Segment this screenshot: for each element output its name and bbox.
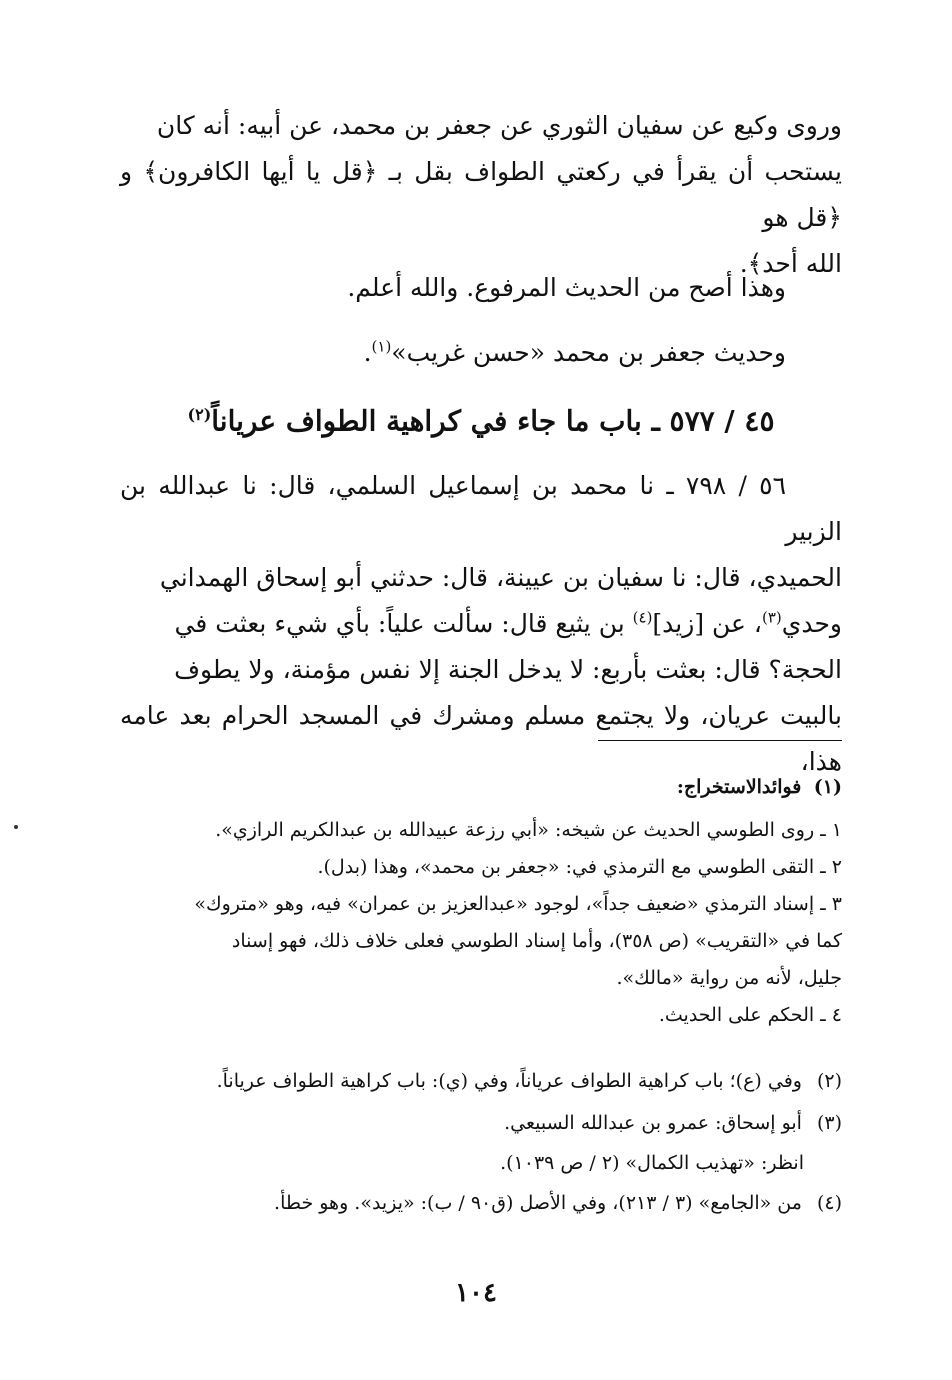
footnote-number: (٤) — [816, 1192, 842, 1214]
scan-speck — [14, 825, 18, 829]
paragraph-waki-narration — [120, 103, 842, 287]
footnote-number: (٣) — [816, 1112, 842, 1134]
grade-text: وحديث جعفر بن محمد «حسن غريب» — [391, 338, 786, 367]
text-line — [120, 601, 842, 647]
paragraph-hadith-798 — [120, 463, 842, 785]
footnote-number: (٢) — [816, 1070, 842, 1092]
text-line: الحجة؟ قال: بعثت بأربع: لا يدخل الجنة إلا نفس مؤمنة، ولا يطوف — [174, 655, 842, 684]
text-fragment: ، عن [زيد] — [652, 609, 762, 638]
footnote-item: ٣ ـ إسناد الترمذي «ضعيف جداً»، لوجود «عبدالعزيز بن عمران» فيه، وهو «متروك» — [194, 893, 842, 915]
footnote-1-body — [142, 812, 842, 1034]
footnote-number: (١) — [813, 776, 842, 798]
paragraph-hadith-grade — [180, 330, 786, 376]
footnote-ref-1[interactable]: (١) — [371, 337, 392, 356]
footnote-item: جليل، لأنه من رواية «مالك». — [616, 967, 842, 989]
text-line — [120, 463, 842, 555]
text-line: بالبيت عريان، ولا يجتمع مسلم ومشرك في المسجد الحرام بعد عامه هذا، — [120, 701, 842, 776]
chapter-heading-text: ٤٥ / ٥٧٧ ـ باب ما جاء في كراهية الطواف عرياناً — [211, 404, 775, 438]
text-line: وروى وكيع عن سفيان الثوري عن جعفر بن محمد، عن أبيه: أنه كان — [156, 111, 842, 140]
text-fragment: وحدي — [781, 609, 842, 638]
period: . — [363, 338, 372, 367]
footnote-title: فوائدالاستخراج: — [676, 776, 802, 798]
footnote-separator — [598, 740, 842, 741]
text-line: الحميدي، قال: نا سفيان بن عيينة، قال: حدثني أبو إسحاق الهمداني — [159, 563, 842, 592]
text-line: يستحب أن يقرأ في ركعتي الطواف بقل بـ ﴿قل يا أيها الكافرون﴾ و ﴿قل هو — [120, 157, 842, 232]
text-fragment: بن يثيع قال: سألت علياً: بأي شيء بعثت في — [174, 609, 633, 638]
footnote-3-continued: انظر: «تهذيب الكمال» (٢ / ص ١٠٣٩). — [500, 1152, 804, 1174]
footnote-text: وفي (ع)؛ باب كراهية الطواف عرياناً، وفي (ي): باب كراهية الطواف عرياناً. — [216, 1070, 802, 1092]
page-number: ١٠٤ — [455, 1278, 497, 1308]
footnote-text: من «الجامع» (٣ / ٢١٣)، وفي الأصل (ق٩٠ / ب): «يزيد». وهو خطأ. — [274, 1192, 802, 1214]
text-line: الله أحد﴾. — [739, 249, 842, 278]
footnote-1-heading — [120, 770, 842, 804]
footnote-ref-2[interactable]: (٢) — [187, 405, 212, 424]
footnote-item: كما في «التقريب» (ص ٣٥٨)، وأما إسناد الطوسي فعلى خلاف ذلك، فهو إسناد — [231, 930, 842, 952]
chapter-heading — [120, 392, 842, 444]
footnote-item: ١ ـ روى الطوسي الحديث عن شيخه: «أبي رزعة عبيدالله بن عبدالكريم الرازي». — [215, 819, 842, 841]
footnote-3 — [120, 1105, 842, 1142]
paragraph-assessment: وهذا أصح من الحديث المرفوع. والله أعلم. — [347, 273, 786, 302]
footnote-item: ٢ ـ التقى الطوسي مع الترمذي في: «جعفر بن محمد»، وهذا (بدل). — [317, 856, 842, 878]
footnote-text: أبو إسحاق: عمرو بن عبدالله السبيعي. — [504, 1112, 802, 1134]
footnote-item: ٤ ـ الحكم على الحديث. — [658, 1004, 842, 1026]
footnote-2 — [120, 1063, 842, 1100]
footnote-ref-3[interactable]: (٣) — [762, 608, 782, 627]
footnote-4 — [120, 1185, 842, 1222]
hadith-number-line: ٥٦ / ٧٩٨ ـ نا محمد بن إسماعيل السلمي، قال: نا عبدالله بن الزبير — [120, 471, 842, 546]
footnote-ref-4[interactable]: (٤) — [632, 608, 653, 627]
